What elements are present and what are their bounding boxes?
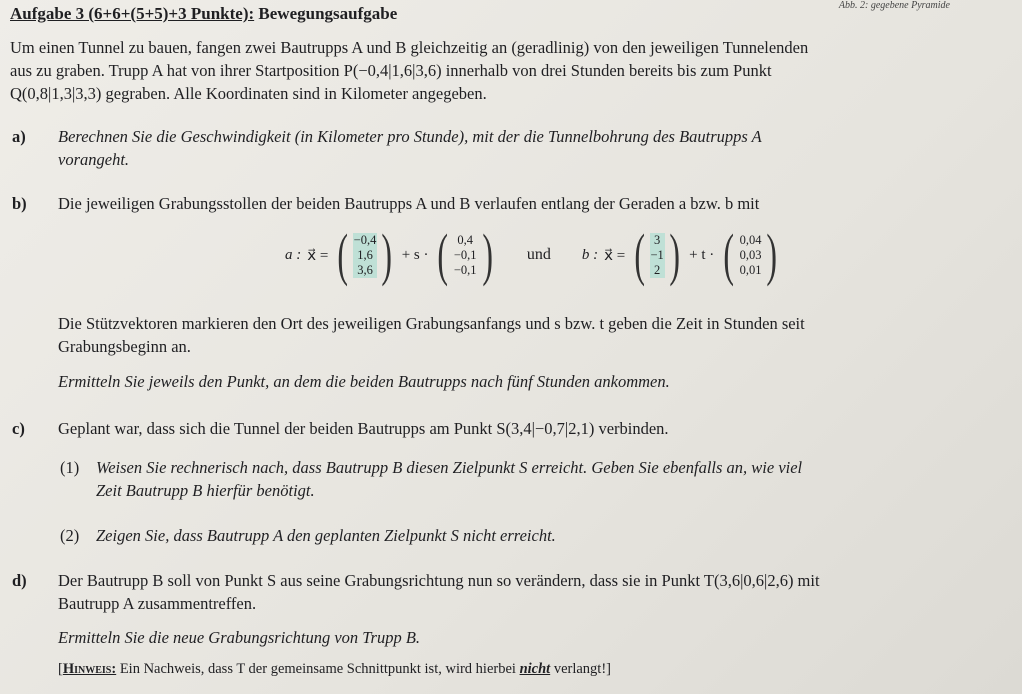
part-d-label: d) [12, 571, 27, 590]
line-a-direction-vector: ( 0,4 −0,1 −0,1 ) [437, 222, 493, 287]
part-d-task: Ermitteln Sie die neue Grabungsrichtung von Trupp B. [58, 628, 421, 647]
intro-line-3: Q(0,8|1,3|3,3) gegraben. Alle Koordinaten sind in Kilometer angegeben. [10, 84, 487, 103]
part-b-label: b) [12, 194, 27, 213]
part-c-sub1-line-1: Weisen Sie rechnerisch nach, dass Bautrupp B diesen Zielpunkt S erreicht. Geben Sie ebenfalls an, wie viel [96, 458, 803, 477]
hint-pre: Ein Nachweis, dass T der gemeinsame Schnittpunkt ist, wird hierbei [119, 661, 516, 677]
line-equations [282, 222, 784, 287]
task-title [10, 4, 397, 24]
line-b-direction-vector: ( 0,04 0,03 0,01 ) [723, 222, 778, 287]
part-c-sub1-label: (1) [60, 458, 80, 477]
hint-label: Hinweis: [62, 661, 117, 677]
part-b-desc-1: Die Stützvektoren markieren den Ort des jeweiligen Grabungsanfangs und s bzw. t geben die Zeit in Stunden seit [58, 314, 805, 333]
und-label: und [526, 246, 551, 263]
part-c-label: c) [12, 419, 25, 438]
part-c-intro: Geplant war, dass sich die Tunnel der beiden Bautrupps am Punkt S(3,4|−0,7|2,1) verbinden. [58, 419, 669, 438]
part-b-desc-2: Grabungsbeginn an. [58, 337, 191, 356]
part-d-line-2: Bautrupp A zusammentreffen. [58, 594, 257, 613]
line-a-support-vector: ( −0,4 1,6 3,6 ) [337, 222, 393, 287]
line-b-dir-x: 0,04 [739, 232, 762, 247]
hint-nicht: nicht [519, 661, 551, 677]
line-a-dir-x: 0,4 [457, 232, 473, 247]
line-b-support-z: 2 [654, 262, 661, 277]
line-a-param: + s · [401, 246, 429, 263]
intro-line-2: aus zu graben. Trupp A hat von ihrer Startposition P(−0,4|1,6|3,6) innerhalb von drei Stunden bereits bis zum Punkt [10, 61, 772, 80]
line-a-support-z: 3,6 [357, 262, 373, 277]
line-b-support-x: 3 [654, 232, 661, 247]
part-a-label: a) [12, 127, 26, 146]
part-a-line-1: Berechnen Sie die Geschwindigkeit (in Kilometer pro Stunde), mit der die Tunnelbohrung des Bautrupps A [58, 127, 762, 146]
line-a-support-y: 1,6 [357, 247, 373, 262]
part-c-sub2: Zeigen Sie, dass Bautrupp A den geplanten Zielpunkt S nicht erreicht. [96, 526, 556, 545]
line-b-param: + t · [689, 246, 715, 263]
part-c-sub1-line-2: Zeit Bautrupp B hierfür benötigt. [96, 481, 315, 500]
line-b-name: b : [581, 246, 599, 263]
hint-post: verlangt!] [553, 661, 611, 677]
part-d-line-1: Der Bautrupp B soll von Punkt S aus seine Grabungsrichtung nun so verändern, dass sie in Punkt T(3,6|0,6|2,6) mit [58, 571, 820, 590]
part-c-sub2-label: (2) [60, 526, 80, 545]
task-title-name: Bewegungsaufgabe [258, 4, 398, 23]
line-b-dir-z: 0,01 [739, 262, 762, 277]
intro-line-1: Um einen Tunnel zu bauen, fangen zwei Bautrupps A und B gleichzeitig an (geradlinig) von den jeweiligen Tunnelenden [10, 38, 809, 57]
line-a-xvec: x⃗ = [307, 247, 329, 264]
line-a-name: a : [285, 246, 302, 263]
line-b-support-vector: ( 3 −1 2 ) [634, 222, 680, 287]
figure-caption: Abb. 2: gegebene Pyramide [838, 0, 950, 11]
line-a-support-x: −0,4 [353, 232, 377, 247]
part-a-line-2: vorangeht. [58, 150, 130, 169]
task-title-prefix: Aufgabe 3 (6+6+(5+5)+3 Punkte): [10, 4, 255, 23]
line-a-dir-z: −0,1 [453, 262, 477, 277]
line-b-dir-y: 0,03 [739, 247, 762, 262]
part-b-intro: Die jeweiligen Grabungsstollen der beiden Bautrupps A und B verlaufen entlang der Geraden a bzw. b mit [58, 194, 760, 213]
part-d-hint: [Hinweis: Ein Nachweis, dass T der gemeinsame Schnittpunkt ist, wird hierbei nicht verlangt!] [58, 661, 611, 677]
line-b-support-y: −1 [650, 247, 664, 262]
line-a-dir-y: −0,1 [453, 247, 477, 262]
part-b-task: Ermitteln Sie jeweils den Punkt, an dem die beiden Bautrupps nach fünf Stunden ankommen. [58, 372, 670, 391]
line-b-xvec: x⃗ = [604, 247, 626, 264]
